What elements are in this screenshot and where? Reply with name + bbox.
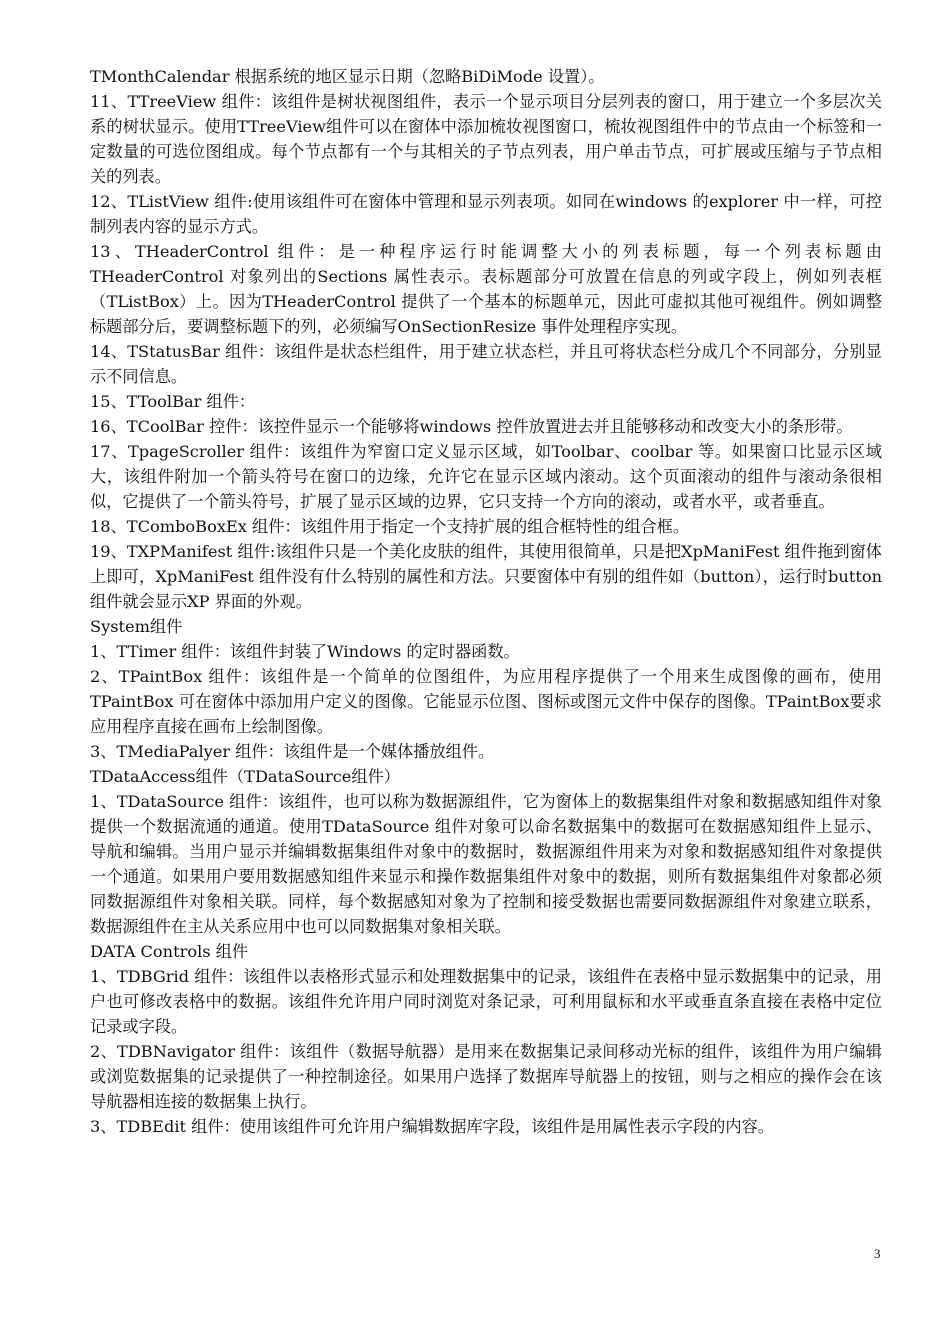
paragraph-media-player: 3、TMediaPalyer 组件：该组件是一个媒体播放组件。 xyxy=(90,742,495,761)
paragraph-cool-bar: 16、TCoolBar 控件：该控件显示一个能够将windows 控件放置进去并且能够移动和改变大小的条形带。 xyxy=(90,417,853,436)
paragraph-paint-box: 2、TPaintBox 组件：该组件是一个简单的位图组件，为应用程序提供了一个用来生成图像的画布，使用TPaintBox 可在窗体中添加用户定义的图像。它能显示位图、图标或图元文件中保存的图像。TPaintBox要求应用程序直接在画布上绘制图像。 xyxy=(90,667,882,736)
paragraph-db-navigator: 2、TDBNavigator 组件：该组件（数据导航器）是用来在数据集记录间移动光标的组件，该组件为用户编辑或浏览数据集的记录提供了一种控制途径。如果用户选择了数据库导航器上的按钮，则与之相应的操作会在该导航器相连接的数据集上执行。 xyxy=(90,1042,882,1111)
page-number: 3 xyxy=(874,1246,881,1261)
paragraph-timer: 1、TTimer 组件：该组件封装了Windows 的定时器函数。 xyxy=(90,642,520,661)
paragraph-db-edit: 3、TDBEdit 组件：使用该组件可允许用户编辑数据库字段，该组件是用属性表示字段的内容。 xyxy=(90,1117,774,1136)
paragraph-tool-bar: 15、TToolBar 组件： xyxy=(90,392,256,411)
paragraph-db-grid: 1、TDBGrid 组件：该组件以表格形式显示和处理数据集中的记录，该组件在表格中显示数据集中的记录，用户也可修改表格中的数据。该组件允许用户同时浏览对条记录，可利用鼠标和水平或垂直条直接在表格中定位记录或字段。 xyxy=(90,967,882,1036)
paragraph-status-bar: 14、TStatusBar 组件：该组件是状态栏组件，用于建立状态栏，并且可将状态栏分成几个不同部分，分别显示不同信息。 xyxy=(90,342,882,386)
paragraph-tree-view: 11、TTreeView 组件：该组件是树状视图组件，表示一个显示项目分层列表的窗口，用于建立一个多层次关系的树状显示。使用TTreeView组件可以在窗体中添加梳妆视图窗口，梳妆视图组件中的节点由一个标签和一定数量的可选位图组成。每个节点都有一个与其相关的子节点列表，用户单击节点，可扩展或压缩与子节点相关的列表。 xyxy=(90,92,882,186)
paragraph-data-source: 1、TDataSource 组件：该组件，也可以称为数据源组件，它为窗体上的数据集组件对象和数据感知组件对象提供一个数据流通的通道。使用TDataSource 组件对象可以命名数据集中的数据可在数据感知组件上显示、导航和编辑。当用户显示并编辑数据集组件对象中的数据时，数据源组件用来为对象和数据感知组件对象提供一个通道。如果用户要用数据感知组件来显示和操作数据集组件对象中的数据，则所有数据集组件对象都必须同数据源组件对象相关联。同样，每个数据感知对象为了控制和接受数据也需要同数据源组件对象建立联系，数据源组件在主从关系应用中也可以同数据集对象相关联。 xyxy=(90,792,882,936)
section-heading-system: System组件 xyxy=(90,617,183,636)
document-body xyxy=(90,64,882,1139)
paragraph-header-control: 13、THeaderControl 组件：是一种程序运行时能调整大小的列表标题，每一个列表标题由THeaderControl 对象列出的Sections 属性表示。表标题部分可放置在信息的列或字段上，例如列表框（TListBox）上。因为THeaderControl 提供了一个基本的标题单元，因此可虚拟其他可视组件。例如调整标题部分后，要调整标题下的列，必须编写OnSectionResize 事件处理程序实现。 xyxy=(90,242,882,336)
section-heading-data-access: TDataAccess组件（TDataSource组件） xyxy=(90,767,400,786)
paragraph-page-scroller: 17、TpageScroller 组件：该组件为窄窗口定义显示区域，如Toolbar、coolbar 等。如果窗口比显示区域大，该组件附加一个箭头符号在窗口的边缘，允许它在显示区域内滚动。这个页面滚动的组件与滚动条很相似，它提供了一个箭头符号，扩展了显示区域的边界，它只支持一个方向的滚动，或者水平，或者垂直。 xyxy=(90,442,882,511)
section-heading-data-controls: DATA Controls 组件 xyxy=(90,942,249,961)
paragraph-list-view: 12、TListView 组件:使用该组件可在窗体中管理和显示列表项。如同在windows 的explorer 中一样，可控制列表内容的显示方式。 xyxy=(90,192,882,236)
paragraph-combo-box-ex: 18、TComboBoxEx 组件：该组件用于指定一个支持扩展的组合框特性的组合框。 xyxy=(90,517,690,536)
paragraph-month-calendar: TMonthCalendar 根据系统的地区显示日期（忽略BiDiMode 设置）。 xyxy=(90,67,605,86)
paragraph-xp-manifest: 19、TXPManifest 组件:该组件只是一个美化皮肤的组件，其使用很简单，只是把XpManiFest 组件拖到窗体上即可，XpManiFest 组件没有什么特别的属性和方法。只要窗体中有别的组件如（button），运行时button 组件就会显示XP 界面的外观。 xyxy=(90,542,882,611)
